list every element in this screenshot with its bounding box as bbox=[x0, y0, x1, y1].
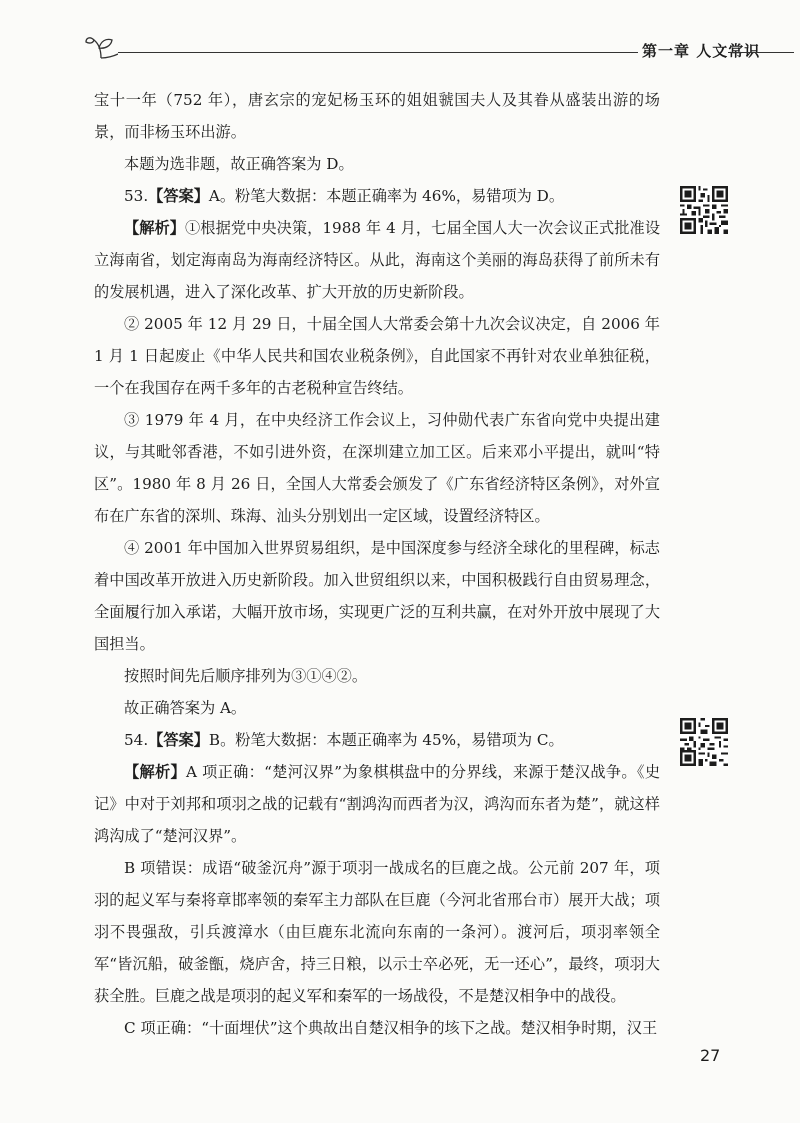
paragraph bbox=[94, 84, 660, 148]
leaf-sprout-icon bbox=[84, 32, 118, 62]
paragraph-text: C 项正确：“十面埋伏”这个典故出自楚汉相争的垓下之战。楚汉相争时期，汉王 bbox=[124, 1019, 658, 1037]
header-rule-left bbox=[118, 52, 638, 53]
header-rule-right bbox=[728, 52, 794, 53]
answer-text: B。粉笔大数据：本题正确率为 45%，易错项为 C。 bbox=[208, 731, 564, 749]
analysis-53 bbox=[94, 212, 660, 308]
chapter-title: 第一章 人文常识 bbox=[642, 42, 761, 60]
analysis-text: ①根据党中央决策，1988 年 4 月，七届全国人大一次会议正式批准设立海南省，划定海南岛为海南经济特区。从此，海南这个美丽的海岛获得了前所未有的发展机遇，进入了深化改革、扩大开放的历史新阶段。 bbox=[94, 219, 661, 301]
page-number: 27 bbox=[700, 1046, 721, 1065]
paragraph bbox=[94, 852, 660, 1012]
paragraph bbox=[94, 1012, 660, 1044]
answer-53 bbox=[94, 180, 660, 212]
paragraph-text: 故正确答案为 A。 bbox=[124, 699, 247, 717]
question-number: 53. bbox=[124, 187, 149, 205]
running-header bbox=[84, 30, 794, 70]
qr-code-icon[interactable] bbox=[680, 718, 728, 766]
answer-text: A。粉笔大数据：本题正确率为 46%，易错项为 D。 bbox=[208, 187, 565, 205]
paragraph-text: ③ 1979 年 4 月，在中央经济工作会议上，习仲勋代表广东省向党中央提出建议，与其毗邻香港，不如引进外资，在深圳建立加工区。后来邓小平提出，就叫“特区”。1980 年 8 月 26 日，全国人大常委会颁发了《广东省经济特区条例》，对外宣布在广东省的深圳、珠海、汕头分别划出一定区域，设置经济特区。 bbox=[94, 411, 660, 525]
answer-label: 【答案】 bbox=[148, 731, 209, 749]
qr-code-icon[interactable] bbox=[680, 186, 728, 234]
analysis-label: 【解析】 bbox=[124, 763, 187, 781]
paragraph-text: 本题为选非题，故正确答案为 D。 bbox=[124, 155, 354, 173]
paragraph bbox=[94, 692, 660, 724]
question-number: 54. bbox=[124, 731, 149, 749]
paragraph-text: B 项错误：成语“破釜沉舟”源于项羽一战成名的巨鹿之战。公元前 207 年，项羽的起义军与秦将章邯率领的秦军主力部队在巨鹿（今河北省邢台市）展开大战；项羽不畏强敌，引兵渡漳水（由巨鹿东北流向东南的一条河）。渡河后，项羽率领全军“皆沉船，破釜甑，烧庐舍，持三日粮，以示士卒必死，无一还心”，最终，项羽大获全胜。巨鹿之战是项羽的起义军和秦军的一场战役，不是楚汉相争中的战役。 bbox=[94, 859, 660, 1005]
paragraph-text: ④ 2001 年中国加入世界贸易组织，是中国深度参与经济全球化的里程碑，标志着中国改革开放进入历史新阶段。加入世贸组织以来，中国积极践行自由贸易理念，全面履行加入承诺，大幅开放市场，实现更广泛的互利共赢，在对外开放中展现了大国担当。 bbox=[94, 539, 660, 653]
paragraph bbox=[94, 148, 660, 180]
analysis-text: A 项正确：“楚河汉界”为象棋棋盘中的分界线，来源于楚汉战争。《史记》中对于刘邦和项羽之战的记载有“割鸿沟而西者为汉，鸿沟而东者为楚”，就这样鸿沟成了“楚河汉界”。 bbox=[94, 763, 661, 845]
paragraph-text: 按照时间先后顺序排列为③①④②。 bbox=[124, 667, 367, 685]
analysis-label: 【解析】 bbox=[124, 219, 186, 237]
paragraph-text: ② 2005 年 12 月 29 日，十届全国人大常委会第十九次会议决定，自 2006 年 1 月 1 日起废止《中华人民共和国农业税条例》，自此国家不再针对农业单独征税，一个在我国存在两千多年的古老税种宣告终结。 bbox=[94, 315, 660, 397]
answer-54 bbox=[94, 724, 660, 756]
document-body bbox=[94, 84, 660, 1044]
paragraph bbox=[94, 308, 660, 404]
analysis-54 bbox=[94, 756, 660, 852]
paragraph bbox=[94, 660, 660, 692]
paragraph bbox=[94, 404, 660, 532]
answer-label: 【答案】 bbox=[148, 187, 209, 205]
paragraph-text: 宝十一年（752 年），唐玄宗的宠妃杨玉环的姐姐虢国夫人及其眷从盛装出游的场景，而非杨玉环出游。 bbox=[94, 91, 660, 141]
paragraph bbox=[94, 532, 660, 660]
